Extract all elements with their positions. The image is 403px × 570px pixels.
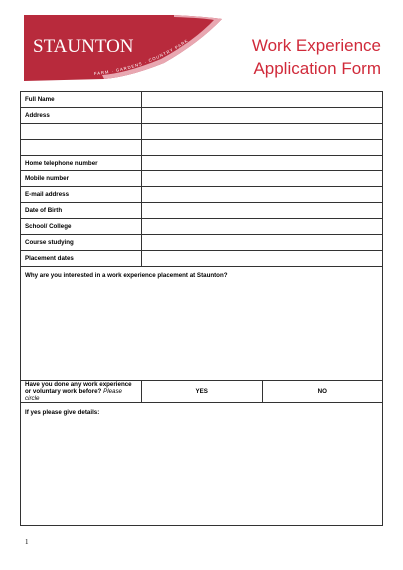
details-label: If yes please give details:: [25, 408, 100, 416]
field-input-course[interactable]: [142, 235, 383, 251]
prior-work-question: Have you done any work experience or voluntary work before?: [25, 380, 132, 395]
field-label-mobile: Mobile number: [21, 171, 142, 187]
field-input-address-2[interactable]: [142, 123, 383, 139]
form-row: [21, 187, 383, 203]
title-line-2: Application Form: [253, 59, 381, 78]
field-input-dob[interactable]: [142, 203, 383, 219]
page-number: 1: [25, 538, 29, 546]
no-option[interactable]: NO: [262, 380, 383, 402]
yes-option[interactable]: YES: [142, 380, 263, 402]
field-label-course: Course studying: [21, 235, 142, 251]
field-input-address-1[interactable]: [142, 107, 383, 123]
form-row: [21, 92, 383, 108]
field-label-full-name: Full Name: [21, 92, 142, 108]
interest-answer-box[interactable]: [21, 266, 383, 380]
interest-question: Why are you interested in a work experience placement at Staunton?: [25, 271, 228, 279]
field-input-placement-dates[interactable]: [142, 250, 383, 266]
field-input-home-phone[interactable]: [142, 155, 383, 171]
form-row: [21, 171, 383, 187]
interest-row: [21, 266, 383, 380]
form-title: [221, 34, 381, 80]
field-label-home-phone: Home telephone number: [21, 155, 142, 171]
details-answer-box[interactable]: [21, 402, 383, 525]
application-form: [20, 91, 383, 526]
prior-work-question-cell: [21, 380, 142, 402]
field-label-dob: Date of Birth: [21, 203, 142, 219]
form-row: [21, 155, 383, 171]
field-input-mobile[interactable]: [142, 171, 383, 187]
form-row: [21, 250, 383, 266]
field-input-email[interactable]: [142, 187, 383, 203]
field-input-school[interactable]: [142, 219, 383, 235]
field-label-address-cont-2: [21, 139, 142, 155]
staunton-logo: [24, 15, 222, 81]
title-line-1: Work Experience: [251, 36, 381, 55]
details-row: [21, 402, 383, 525]
form-row: [21, 123, 383, 139]
logo-tagline-text: FARM · GARDENS · COUNTRY PARK: [93, 37, 190, 77]
field-input-full-name[interactable]: [142, 92, 383, 108]
field-label-school: School/ College: [21, 219, 142, 235]
form-row: [21, 203, 383, 219]
field-input-address-3[interactable]: [142, 139, 383, 155]
field-label-email: E-mail address: [21, 187, 142, 203]
prior-work-row: [21, 380, 383, 402]
form-row: [21, 139, 383, 155]
form-row: [21, 107, 383, 123]
field-label-address-cont: [21, 123, 142, 139]
field-label-address: Address: [21, 107, 142, 123]
prior-work-hint: Please circle: [25, 387, 122, 402]
form-row: [21, 235, 383, 251]
logo-brand-text: STAUNTON: [33, 36, 134, 57]
field-label-placement-dates: Placement dates: [21, 250, 142, 266]
form-row: [21, 219, 383, 235]
